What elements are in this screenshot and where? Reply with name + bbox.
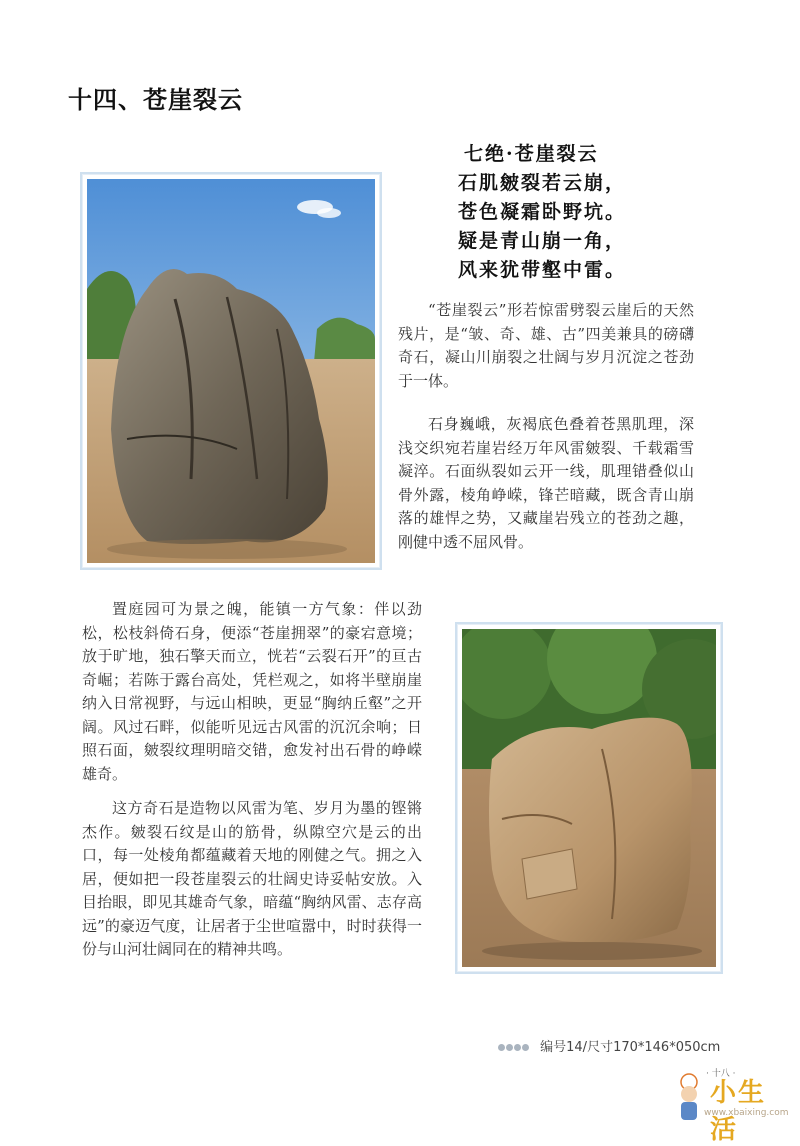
paragraph-conclusion: 这方奇石是造物以风雷为笔、岁月为墨的铿锵杰作。皴裂石纹是山的筋骨，纵隙空穴是云的出口，每一处棱角都蕴藏着天地的刚健之气。拥之入居，便如把一段苍崖裂云的壮阔史诗妥帖安放。入目抬眼，即见其雄奇气象，暗蕴“胸纳风雷、志存高远”的豪迈气度，让居者于尘世喧嚣中，时时获得一份与山河壮阔同在的精神共鸣。 bbox=[82, 799, 422, 958]
page-number: · 十八 · bbox=[706, 1069, 736, 1079]
rock-caption bbox=[498, 1036, 720, 1055]
poem-line: 风来犹带壑中雷。 bbox=[458, 259, 627, 281]
rock-photo-2-image bbox=[462, 629, 716, 967]
paragraph-placement: 置庭园可为景之魄，能镇一方气象：伴以劲松，松枝斜倚石身，便添“苍崖拥翠”的豪宕意境；放于旷地，独石擎天而立，恍若“云裂石开”的亘古奇崛；若陈于露台高处，凭栏观之，如将半壁崩崖纳入日常视野，与远山相映，更显“胸纳丘壑”之开阔。风过石畔，似能听见远古风雷的沉沉余响；日照石面，皴裂纹理明暗交错，愈发衬出石骨的峥嵘雄奇。 bbox=[82, 600, 422, 783]
site-logo bbox=[672, 1070, 792, 1145]
paragraph-intro: “苍崖裂云”形若惊雷劈裂云崖后的天然残片，是“皱、奇、雄、古”四美兼具的磅礴奇石，凝山川崩裂之壮阔与岁月沉淀之苍劲于一体。 bbox=[398, 301, 694, 390]
poem-line: 石肌皴裂若云崩， bbox=[458, 172, 627, 194]
rock-photo-1-image bbox=[87, 179, 375, 563]
caption-text: 编号14/尺寸170*146*050cm bbox=[540, 1040, 721, 1055]
logo-url: www.xbaixing.com bbox=[704, 1108, 789, 1118]
caption-dots-icon bbox=[498, 1040, 530, 1055]
rock-photo-1 bbox=[80, 172, 382, 570]
poem-line: 疑是青山崩一角， bbox=[458, 230, 627, 252]
rock-photo-2 bbox=[455, 622, 723, 974]
poem-line: 苍色凝霜卧野坑。 bbox=[458, 201, 627, 223]
chef-mascot-icon bbox=[672, 1072, 706, 1124]
poem bbox=[458, 140, 668, 285]
logo-text: 小生活 bbox=[710, 1078, 767, 1145]
poem-title: 七绝·苍崖裂云 bbox=[464, 143, 599, 165]
paragraph-description: 石身巍峨，灰褐底色叠着苍黑肌理，深浅交织宛若崖岩经万年风雷皴裂、千载霜雪凝淬。石面纵裂如云开一线，肌理错叠似山骨外露，棱角峥嵘，锋芒暗藏，既含青山崩落的雄悍之势，又藏崖岩残立的苍劲之趣，刚健中透不屈风骨。 bbox=[398, 415, 694, 551]
page-title: 十四、苍崖裂云 bbox=[68, 86, 243, 114]
